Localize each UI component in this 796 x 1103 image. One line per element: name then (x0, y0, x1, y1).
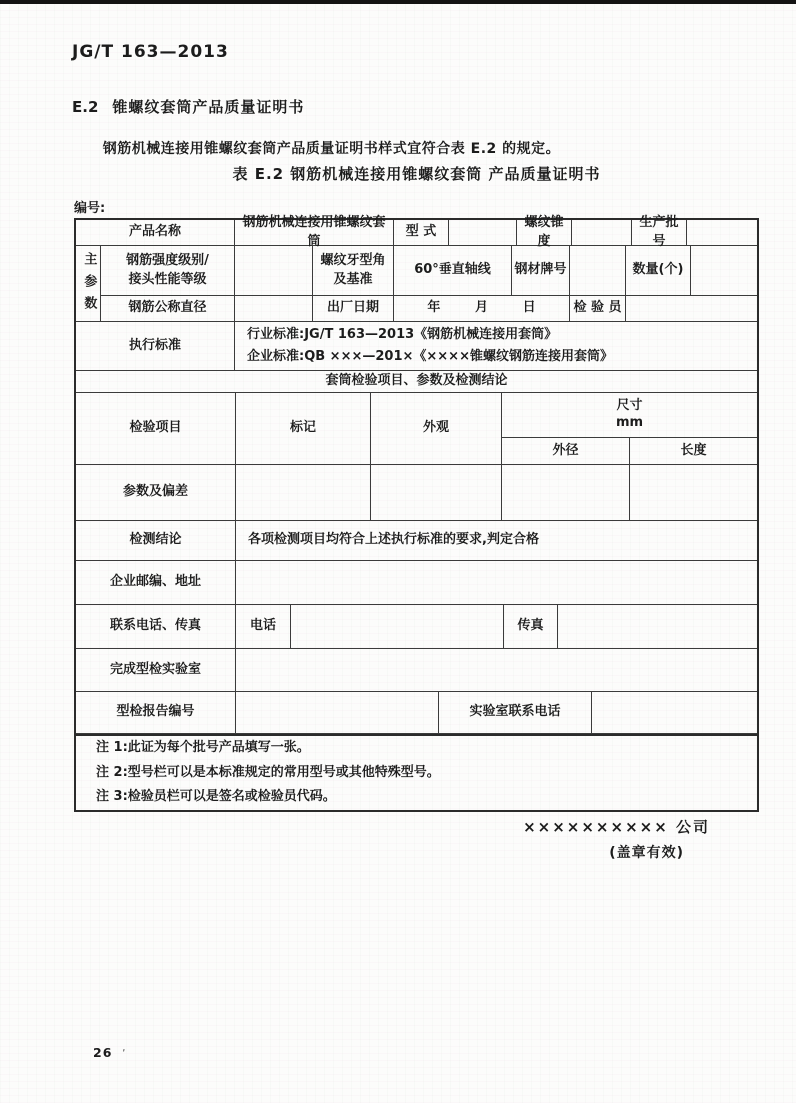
note-line-2: 注 2:型号栏可以是本标准规定的常用型号或其他特殊型号。 (96, 764, 440, 780)
appearance-value-cell (371, 465, 502, 520)
conclusion-label-cell: 检测结论 (76, 521, 236, 560)
product-name-label-cell: 产品名称 (76, 220, 235, 245)
fax-label-cell: 传真 (504, 605, 558, 648)
param-deviation-label-cell: 参数及偏差 (76, 465, 236, 520)
length-value-cell (630, 465, 757, 520)
notes-cell (76, 736, 757, 810)
date-month-label: 月 (474, 300, 488, 316)
steel-grade-label-cell: 钢材牌号 (512, 246, 570, 295)
mark-header-cell: 标记 (236, 393, 371, 464)
table-row (76, 521, 757, 561)
factory-date-value-cell (394, 296, 570, 321)
thread-taper-value-cell (572, 220, 632, 245)
standards-content-cell (235, 322, 757, 370)
table-row (76, 605, 757, 649)
lab-phone-value-cell (592, 692, 757, 733)
main-params-rows (76, 246, 757, 322)
industry-standard-line: 行业标准:JG/T 163—2013《钢筋机械连接用套筒》 (247, 326, 558, 342)
serial-label: 编号: (74, 201, 106, 216)
table-row (76, 371, 757, 393)
table-row (76, 649, 757, 692)
standards-label-cell: 执行标准 (76, 322, 235, 370)
thread-angle-value-cell: 60°垂直轴线 (394, 246, 512, 295)
product-name-value-cell: 钢筋机械连接用锥螺纹套筒 (235, 220, 394, 245)
page-number (93, 1045, 126, 1060)
table-row (101, 246, 757, 296)
intro-paragraph: 钢筋机械连接用锥螺纹套筒产品质量证明书样式宜符合表 E.2 的规定。 (102, 141, 561, 157)
date-year-label: 年 (427, 300, 441, 316)
address-label-cell: 企业邮编、地址 (76, 561, 236, 604)
outer-diameter-header-cell: 外径 (502, 438, 630, 464)
rebar-diameter-label-cell: 钢筋公称直径 (101, 296, 235, 321)
inspector-label-cell: 检 验 员 (570, 296, 626, 321)
enterprise-standard-line: 企业标准:QB ×××—201×《××××锥螺纹钢筋连接用套筒》 (247, 348, 613, 364)
thread-angle-label-cell (313, 246, 394, 295)
lab-value-cell (236, 649, 757, 691)
fax-value-cell (558, 605, 757, 648)
model-value-cell (449, 220, 517, 245)
inspection-section-header: 套筒检验项目、参数及检测结论 (325, 373, 508, 389)
company-name: ×××××××××× 公司 (523, 818, 710, 836)
doc-number: JG/T 163—2013 (72, 42, 229, 62)
table-row (76, 465, 757, 521)
size-unit: mm (615, 415, 644, 430)
lab-phone-label-cell: 实验室联系电话 (439, 692, 592, 733)
size-header-cell (502, 393, 757, 438)
quantity-label-cell: 数量(个) (626, 246, 691, 295)
table-row (76, 561, 757, 605)
batch-no-label-cell: 生产批号 (632, 220, 687, 245)
appearance-header-cell: 外观 (371, 393, 502, 464)
outer-diameter-value-cell (502, 465, 630, 520)
size-title: 尺寸 (616, 398, 643, 414)
rebar-diameter-value-cell (235, 296, 313, 321)
length-header-cell: 长度 (680, 442, 707, 458)
company-signature-block (523, 814, 710, 866)
quantity-value-cell (691, 246, 757, 295)
inspector-value-cell (626, 296, 757, 321)
page-number-value: 26 (93, 1045, 113, 1060)
report-no-label-cell: 型检报告编号 (76, 692, 236, 733)
model-label-cell: 型 式 (394, 220, 449, 245)
table-row (101, 296, 757, 321)
table-row (76, 692, 757, 734)
seal-note: (盖章有效) (609, 845, 684, 861)
phone-value-cell (291, 605, 504, 648)
phone-label-cell: 电话 (236, 605, 291, 648)
section-heading (72, 96, 304, 117)
scan-edge-artifact (0, 0, 796, 4)
size-header-group (502, 393, 757, 464)
main-params-vertical-cell: 主参数 (76, 246, 101, 321)
thread-angle-label-line2: 及基准 (333, 271, 373, 287)
rebar-strength-label-line2: 接头性能等级 (128, 271, 207, 287)
table-row (76, 734, 757, 810)
rebar-strength-label-cell (101, 246, 235, 295)
table-caption: 表 E.2 钢筋机械连接用锥螺纹套筒 产品质量证明书 (232, 165, 601, 183)
inspection-item-label-cell: 检验项目 (76, 393, 236, 464)
lab-label-cell: 完成型检实验室 (76, 649, 236, 691)
size-subheader-row (502, 438, 757, 464)
section-title: 锥螺纹套筒产品质量证明书 (112, 98, 305, 116)
factory-date-label-cell: 出厂日期 (313, 296, 394, 321)
note-line-3: 注 3:检验员栏可以是签名或检验员代码。 (96, 789, 336, 805)
phone-fax-label-cell: 联系电话、传真 (76, 605, 236, 648)
section-number: E.2 (72, 98, 99, 116)
report-no-value-cell (236, 692, 439, 733)
note-line-1: 注 1:此证为每个批号产品填写一张。 (96, 739, 310, 755)
date-day-label: 日 (522, 300, 536, 316)
mark-value-cell (236, 465, 371, 520)
conclusion-value-cell: 各项检测项目均符合上述执行标准的要求,判定合格 (248, 532, 539, 548)
rebar-strength-value-cell (235, 246, 313, 295)
address-value-cell (236, 561, 757, 604)
rebar-strength-label-line1: 钢筋强度级别/ (126, 252, 209, 268)
main-params-columns (101, 246, 757, 321)
table-row (76, 214, 757, 249)
quality-certificate-table (74, 214, 759, 812)
table-row (76, 393, 757, 465)
stray-pen-mark: ʹ (122, 1049, 127, 1060)
table-row (76, 322, 757, 371)
steel-grade-value-cell (570, 246, 626, 295)
thread-angle-label-line1: 螺纹牙型角 (320, 252, 386, 268)
thread-taper-label-cell: 螺纹锥度 (517, 220, 572, 245)
batch-no-value-cell (687, 220, 757, 245)
